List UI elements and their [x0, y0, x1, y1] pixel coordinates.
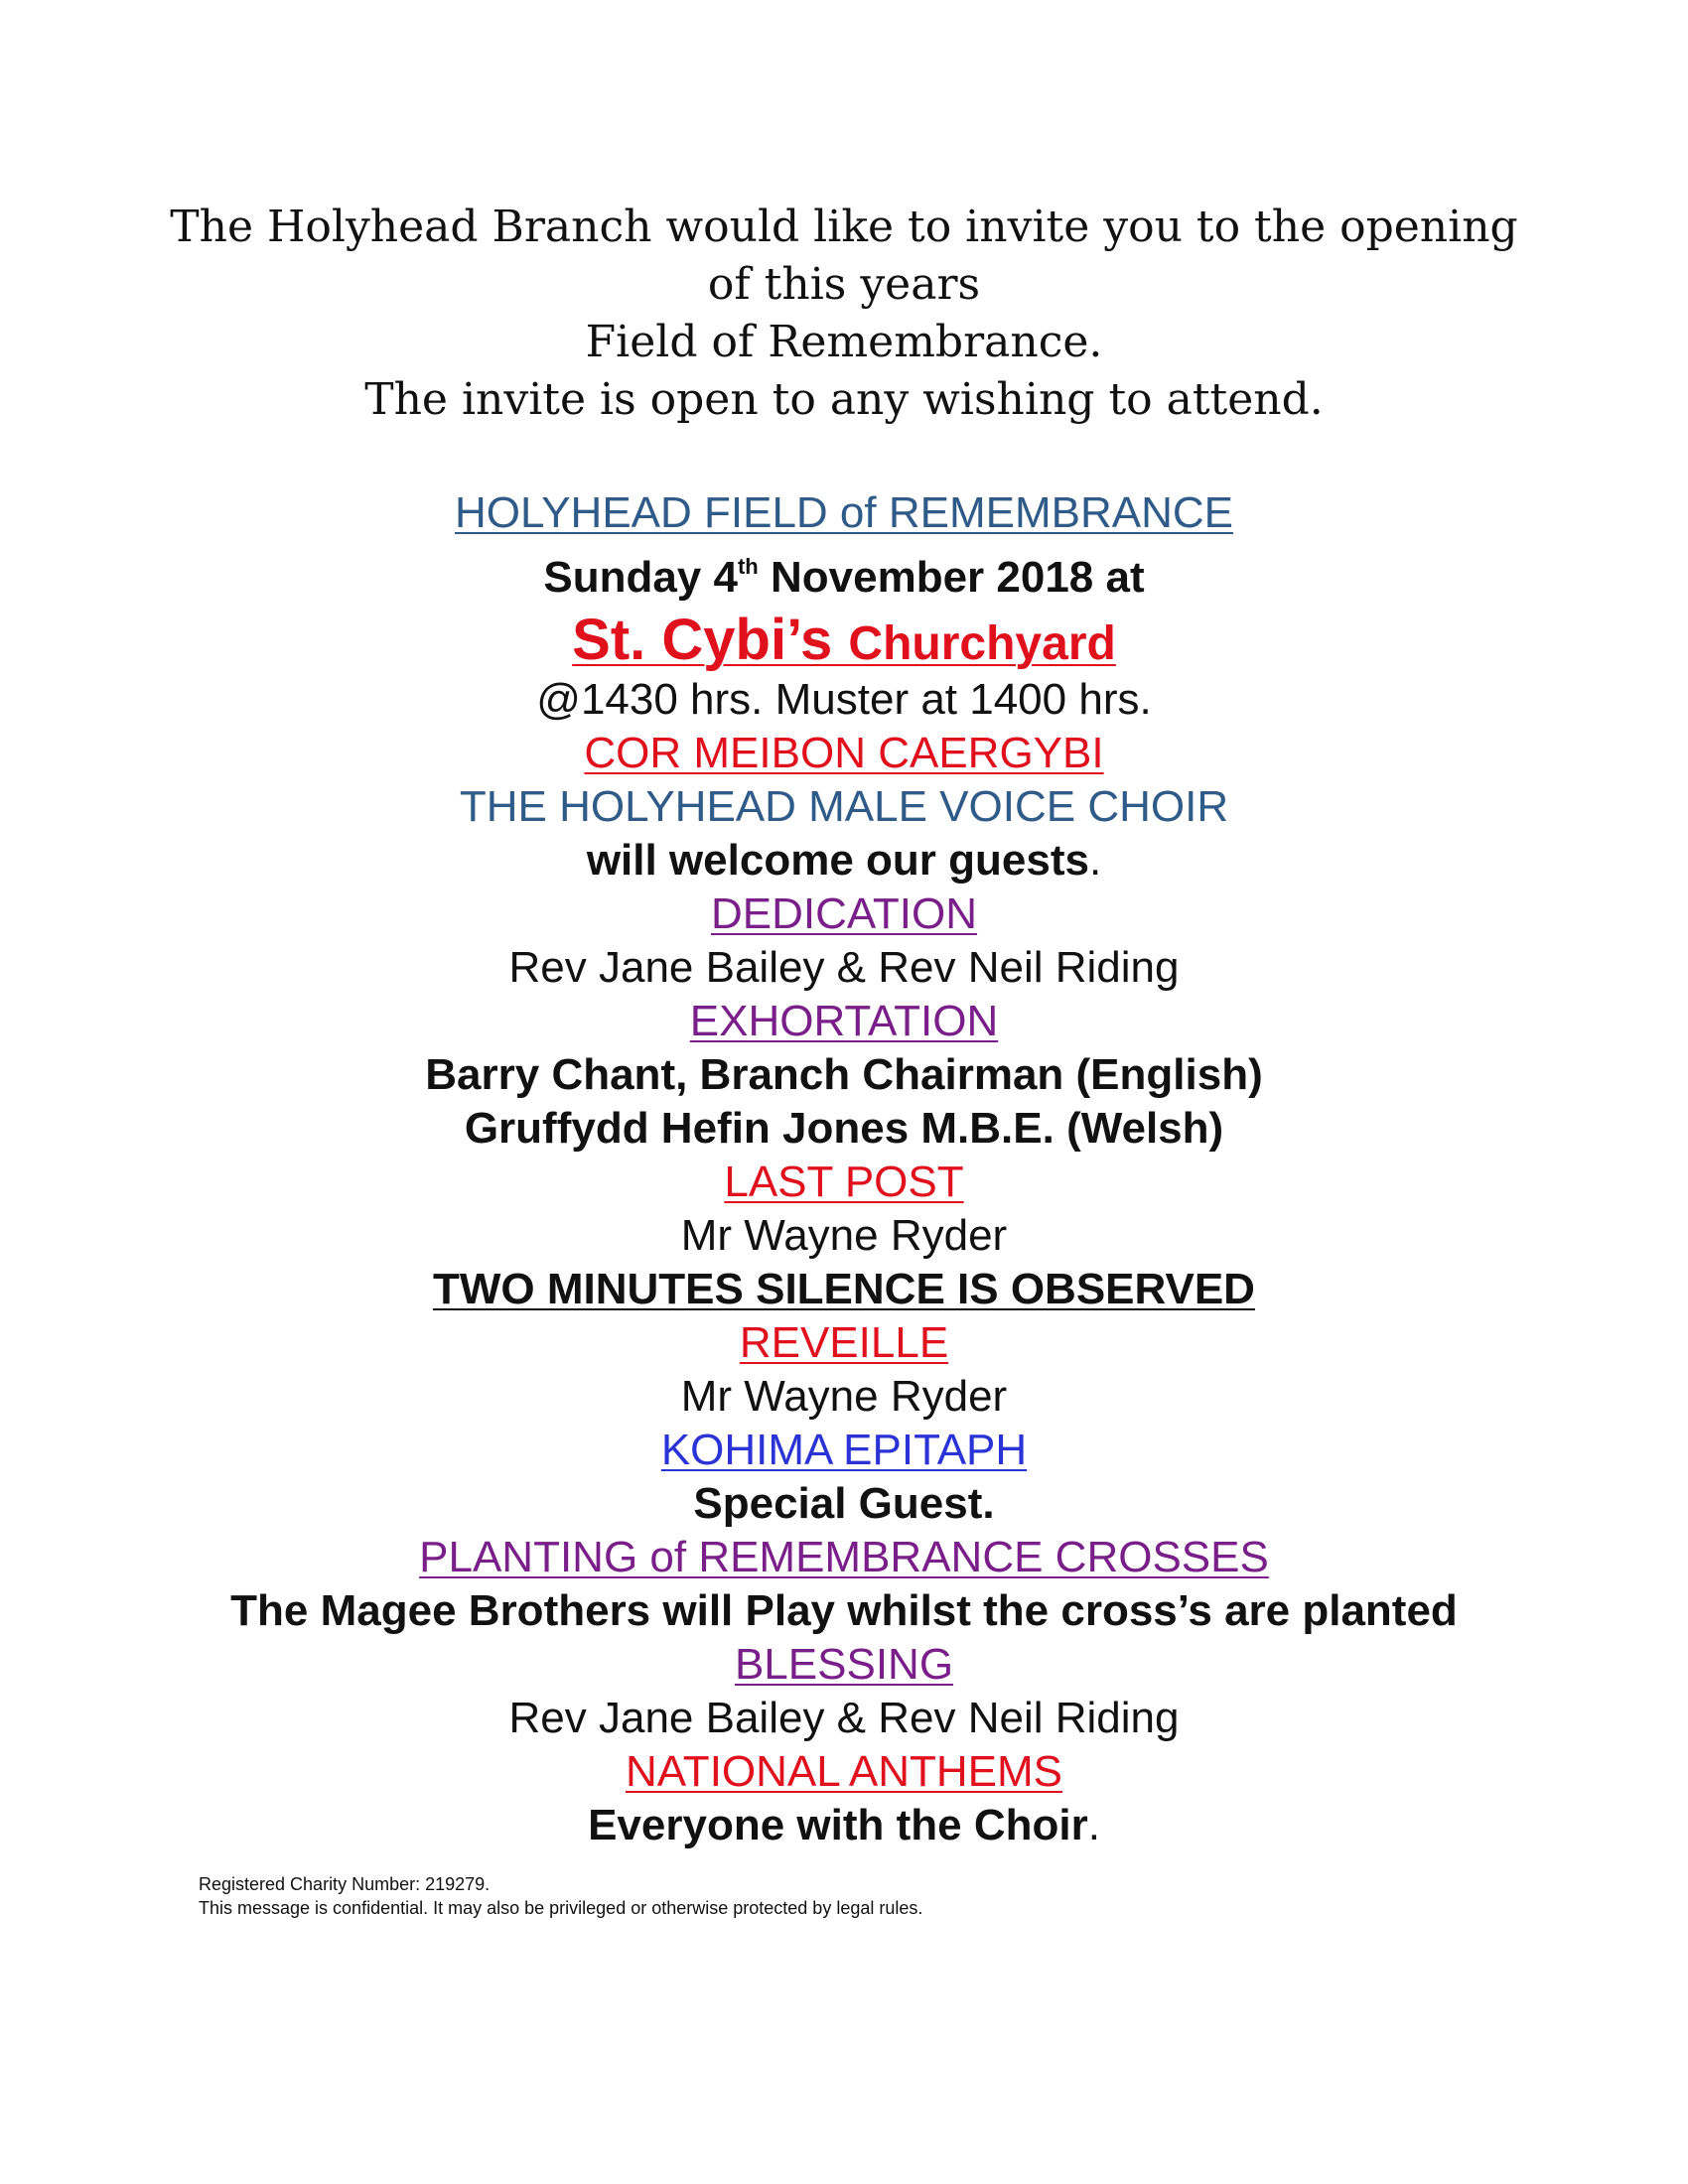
- anthems-note: Everyone with the Choir: [588, 1801, 1088, 1849]
- anthems-row: [0, 1799, 1688, 1852]
- reveille-title: REVEILLE: [739, 1318, 949, 1367]
- dedication-title-row: [0, 887, 1688, 941]
- anthems-end: .: [1087, 1801, 1100, 1849]
- kohima-by: Special Guest.: [693, 1479, 995, 1528]
- event-heading: HOLYHEAD FIELD of REMEMBRANCE: [454, 488, 1233, 537]
- exhortation-title-row: [0, 995, 1688, 1048]
- venue-big: St. Cybi’s: [572, 608, 849, 672]
- confidentiality-notice: This message is confidential. It may also be privileged or otherwise protected by legal rules.: [199, 1898, 923, 1918]
- reveille-by: Mr Wayne Ryder: [680, 1372, 1008, 1421]
- welcome-row: [0, 834, 1688, 887]
- silence-row: [0, 1263, 1688, 1316]
- event-time: @1430 hrs. Muster at 1400 hrs.: [536, 675, 1152, 724]
- kohima-title: KOHIMA EPITAPH: [660, 1426, 1028, 1474]
- planting-title-row: [0, 1531, 1688, 1584]
- intro-line-3: Field of Remembrance.: [585, 317, 1103, 367]
- dedication-title: DEDICATION: [710, 889, 978, 938]
- choir-english: THE HOLYHEAD MALE VOICE CHOIR: [459, 782, 1229, 831]
- anthems-title: NATIONAL ANTHEMS: [625, 1747, 1063, 1796]
- planting-title: PLANTING of REMEMBRANCE CROSSES: [419, 1533, 1269, 1581]
- date-superscript: th: [737, 554, 759, 579]
- intro-line-2: of this years: [707, 259, 981, 310]
- anthems-title-row: [0, 1745, 1688, 1799]
- intro-line-4: The invite is open to any wishing to attend.: [364, 374, 1324, 425]
- choir-welsh-row: [0, 727, 1688, 780]
- exhortation-by-english: Barry Chant, Branch Chairman (English): [425, 1050, 1263, 1099]
- dedication-by: Rev Jane Bailey & Rev Neil Riding: [508, 943, 1180, 992]
- blessing-title-row: [0, 1638, 1688, 1692]
- silence-text: TWO MINUTES SILENCE IS OBSERVED: [433, 1265, 1255, 1313]
- event-date: [0, 540, 1688, 605]
- date-suffix: November 2018 at: [758, 553, 1145, 602]
- last-post-by: Mr Wayne Ryder: [680, 1211, 1008, 1260]
- charity-number: Registered Charity Number: 219279.: [199, 1874, 491, 1894]
- exhortation-title: EXHORTATION: [689, 997, 999, 1045]
- date-prefix: Sunday 4: [543, 553, 738, 602]
- choir-welsh: COR MEIBON CAERGYBI: [584, 729, 1104, 777]
- welcome-end: .: [1088, 836, 1102, 885]
- welcome-text: will welcome our guests: [586, 836, 1089, 885]
- kohima-title-row: [0, 1424, 1688, 1477]
- planting-note: The Magee Brothers will Play whilst the cross’s are planted: [230, 1586, 1458, 1635]
- last-post-title: LAST POST: [724, 1158, 964, 1206]
- exhortation-by-welsh: Gruffydd Hefin Jones M.B.E. (Welsh): [464, 1104, 1224, 1153]
- reveille-title-row: [0, 1316, 1688, 1370]
- blessing-title: BLESSING: [734, 1640, 954, 1689]
- last-post-title-row: [0, 1156, 1688, 1209]
- venue-small: Churchyard: [848, 617, 1116, 670]
- event-heading-row: [0, 486, 1688, 540]
- event-venue: [0, 608, 1688, 678]
- blessing-by: Rev Jane Bailey & Rev Neil Riding: [508, 1694, 1180, 1742]
- venue-name: [572, 608, 1116, 672]
- intro-line-1: The Holyhead Branch would like to invite you to the opening: [170, 202, 1518, 252]
